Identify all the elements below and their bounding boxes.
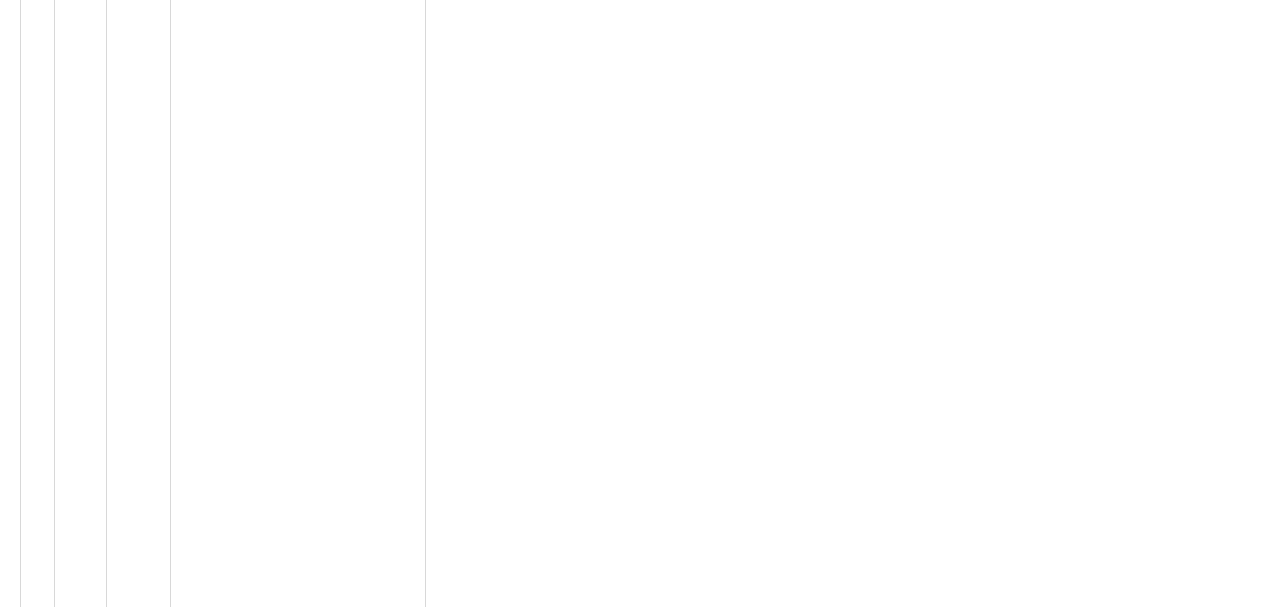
column-divider [106,0,107,607]
column-divider [54,0,55,607]
column-divider [170,0,171,607]
column-divider [20,0,21,607]
column-divider [425,0,426,607]
